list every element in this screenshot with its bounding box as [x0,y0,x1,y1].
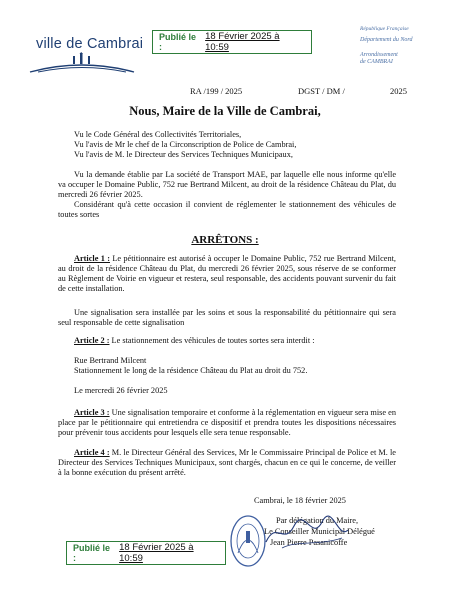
article-3-label: Article 3 : [74,408,110,417]
admin-line: de CAMBRAI [360,59,393,65]
published-label: Publié le : [73,543,111,563]
article-1 [58,254,396,294]
published-date: 18 Février 2025 à 10:59 [205,31,280,53]
ref-ra: RA /199 / 2025 [190,86,243,96]
vu-line: Vu l'avis de Mr le chef de la Circonscription de Police de Cambrai, [74,140,297,149]
date-line: Le mercredi 26 février 2025 [74,386,168,395]
ref-dgst: DGST / DM / [298,86,345,96]
handwritten-signature-icon [262,512,352,552]
published-date: 18 Février 2025 à 10:59 [119,542,194,564]
page-title: Nous, Maire de la Ville de Cambrai, [129,104,321,118]
published-stamp-bottom [66,541,226,565]
signature-delegation: Par délégation du Maire, [276,516,359,525]
article-4-label: Article 4 : [74,448,110,457]
ref-year: 2025 [390,86,407,96]
article-2-text: Le stationnement des véhicules de toutes sortes sera interdit : [109,336,315,345]
article-4 [58,448,396,478]
article-1-text: Le pétitionnaire est autorisé à occuper le Domaine Public, 752 rue Bertrand Milcent, au droit de la résidence Château du Plat, du mercredi 26 février 2025, sous réserve de se conformer au Règlement de Voirie en vigueur et restera, seul responsable, des accidents pouvant survenir du fait de cette installation. [58,254,396,293]
article-2-label: Article 2 : [74,336,110,345]
published-stamp-top [152,30,312,54]
vu-line: Vu le Code Général des Collectivités Territoriales, [74,130,242,139]
intro-paragraph: Vu la demande établie par La société de Transport MAE, par laquelle elle nous informe qu'elle va occuper le Domaine Public, 752 rue Bertrand Milcent, au droit de la résidence Château du Plat, du mercredi 26 février 2025. [58,170,396,199]
article-4-text: M. le Directeur Général des Services, Mr le Commissaire Principal de Police et M. le Directeur des Services Techniques Municipaux, sont chargés, chacun en ce qui le concerne, de veiller à la bonne exécution du présent arrêté. [58,448,396,477]
arretons-heading: ARRÊTONS : [191,234,259,246]
considering-paragraph: Considérant qu'à cette occasion il convient de réglementer le stationnement des véhicules de toutes sortes [58,200,396,219]
city-logo-text: ville de Cambrai [36,36,144,52]
article-3-text: Une signalisation temporaire et conforme à la réglementation en vigueur sera mise en place par le pétitionnaire qui entretiendra ce dispositif et prendra toutes les dispositions nécessaires pour prévenir tous accidents pour lesquels elle sera tenue responsable. [58,408,396,437]
signature-place-date: Cambrai, le 18 février 2025 [254,496,346,505]
article-2 [58,336,396,346]
admin-line: Département du Nord [360,37,413,43]
admin-line: République Française [360,26,409,32]
signature-name: Jean Pierre Pasanicoffe [270,538,348,547]
signature-role: Le Conseiller Municipal Délégué [264,527,375,536]
published-label: Publié le : [159,32,197,52]
parking-line: Stationnement le long de la résidence Château du Plat au droit du 752. [74,366,308,375]
signalisation-paragraph: Une signalisation sera installée par les soins et sous la responsabilité du pétitionnaire qui sera seul responsable de cette signalisation [58,308,396,327]
article-1-label: Article 1 : [74,254,110,263]
city-logo-icon [26,52,138,74]
street-line: Rue Bertrand Milcent [74,356,147,365]
admin-line: Arrondissement [360,52,398,58]
vu-line: Vu l'avis de M. le Directeur des Services Techniques Municipaux, [74,150,293,159]
article-3 [58,408,396,438]
admin-header [360,26,442,66]
